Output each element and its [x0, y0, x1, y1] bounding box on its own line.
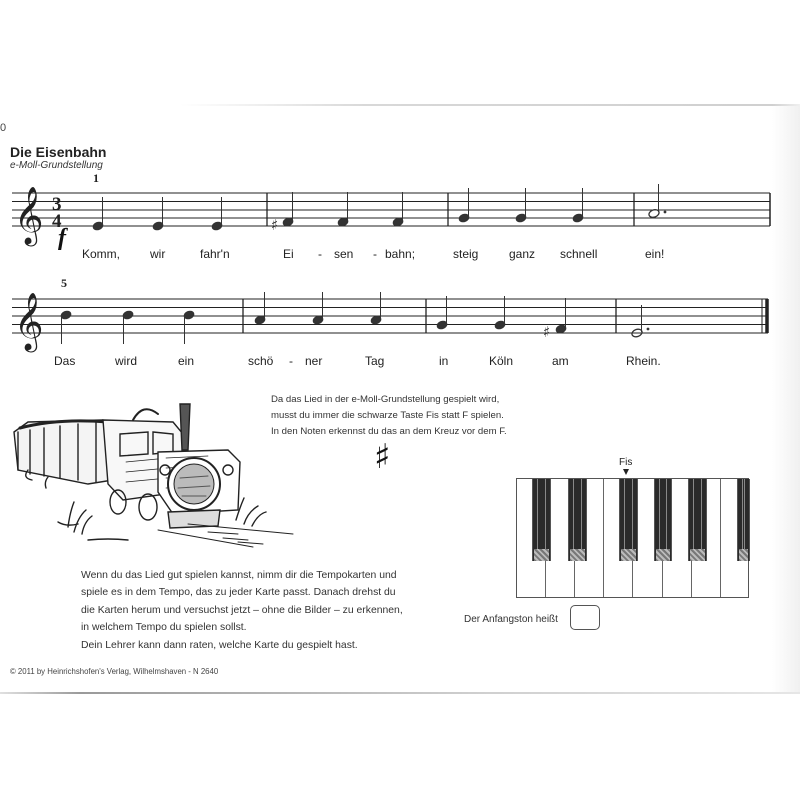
- info-line: In den Noten erkennst du das an dem Kreuz vor dem F.: [271, 426, 507, 437]
- lyric: sen: [334, 247, 354, 261]
- svg-text:♯: ♯: [271, 216, 279, 234]
- lyric: Köln: [489, 354, 514, 368]
- tempo-instructions: [81, 567, 403, 654]
- answer-label: Der Anfangston heißt: [464, 614, 558, 625]
- treble-clef-icon: 𝄞: [14, 186, 44, 244]
- lyric: -: [318, 247, 322, 261]
- lyric: Das: [54, 354, 76, 368]
- lyric: wir: [150, 247, 166, 261]
- down-arrow-icon: [623, 469, 629, 475]
- page-edge-bottom: [0, 692, 800, 694]
- lyric: in: [439, 354, 449, 368]
- song-subtitle: e-Moll-Grundstellung: [10, 160, 103, 171]
- song-title: Die Eisenbahn: [10, 144, 107, 160]
- black-key[interactable]: [688, 479, 707, 561]
- lyric: steig: [453, 247, 479, 261]
- lyric: ner: [305, 354, 323, 368]
- sharp-icon: ♯: [374, 437, 391, 477]
- lyric: -: [289, 354, 293, 368]
- white-key-divider: [720, 479, 721, 597]
- lyric: ein!: [645, 247, 665, 261]
- copyright-footer: © 2011 by Heinrichshofen's Verlag, Wilhelmshaven - N 2640: [10, 667, 219, 676]
- black-key[interactable]: [737, 479, 750, 561]
- black-key[interactable]: [654, 479, 672, 561]
- lyric: bahn;: [385, 247, 416, 261]
- lyric: ganz: [509, 247, 536, 261]
- dynamic-forte: f: [58, 225, 66, 251]
- page-shadow: [772, 104, 800, 694]
- tempo-line: spiele es in dem Tempo, das zu jeder Karte passt. Danach drehst du: [81, 587, 396, 599]
- svg-text:♯: ♯: [543, 323, 551, 341]
- tempo-line: in welchem Tempo du spielen sollst.: [81, 622, 247, 634]
- fis-label: Fis: [619, 457, 633, 468]
- train-illustration: [8, 392, 298, 552]
- measure-number-1: 1: [93, 171, 99, 185]
- piano-keyboard: [516, 478, 749, 598]
- lyric: -: [373, 247, 377, 261]
- tempo-line: Wenn du das Lied gut spielen kannst, nimm dir die Tempokarten und: [81, 570, 397, 581]
- page-edge-top: [180, 104, 800, 106]
- lyric: Tag: [365, 354, 385, 368]
- lyric: Rhein.: [626, 354, 661, 368]
- page-number: 0: [0, 122, 7, 134]
- lyric: am: [552, 354, 569, 368]
- treble-clef-icon: 𝄞: [14, 292, 44, 350]
- measure-number-5: 5: [61, 276, 67, 290]
- svg-text:3: 3: [52, 194, 62, 215]
- black-key-fis[interactable]: [619, 479, 638, 561]
- black-key[interactable]: [532, 479, 551, 561]
- lyric: wird: [115, 354, 138, 368]
- tempo-line: die Karten herum und versuchst jetzt – ohne die Bilder – zu erkennen,: [81, 604, 403, 616]
- black-key[interactable]: [568, 479, 587, 561]
- info-text-block: [271, 392, 507, 440]
- tempo-line: Dein Lehrer kann dann raten, welche Karte du gespielt hast.: [81, 639, 358, 651]
- lyric: fahr'n: [200, 247, 230, 261]
- lyric: Komm,: [82, 247, 121, 261]
- lyric: Ei: [283, 247, 294, 261]
- lyric: schö: [248, 354, 274, 368]
- lyric: schnell: [560, 247, 598, 261]
- lyric: ein: [178, 354, 195, 368]
- svg-text:4: 4: [52, 211, 62, 232]
- answer-input-box[interactable]: [570, 605, 600, 630]
- white-key-divider: [603, 479, 604, 597]
- info-line: Da das Lied in der e-Moll-Grundstellung gespielt wird,: [271, 394, 500, 405]
- info-line: musst du immer die schwarze Taste Fis statt F spielen.: [271, 410, 504, 421]
